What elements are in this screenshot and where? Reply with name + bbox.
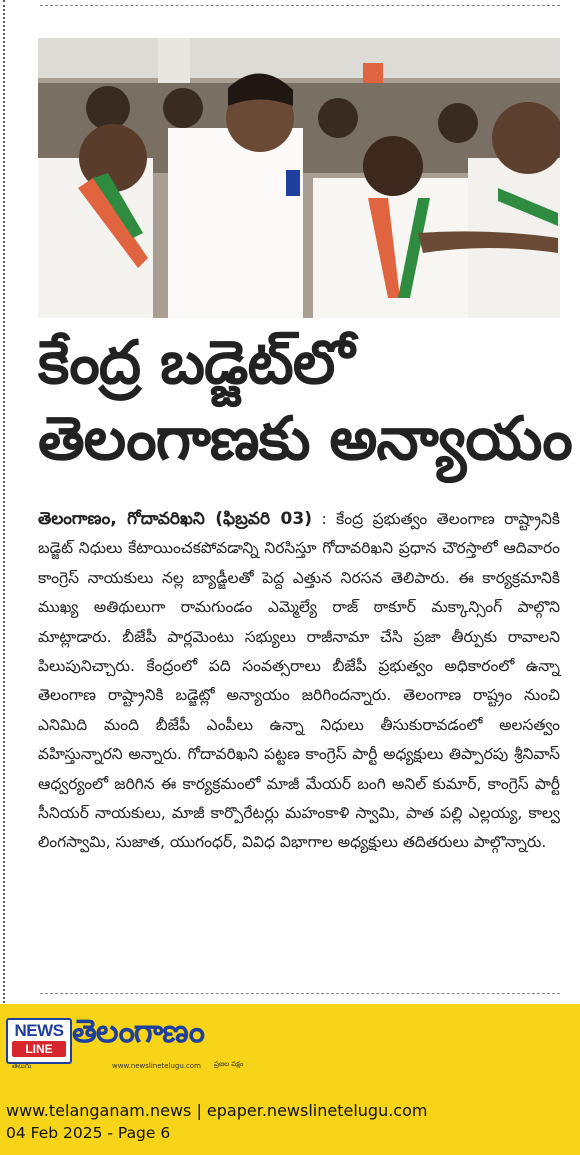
- brand-tagline: ప్రజల పక్షం: [214, 1060, 244, 1068]
- footer-links[interactable]: www.telanganam.news | epaper.newslinetelugu.com: [6, 1101, 428, 1120]
- news-photo: [38, 38, 560, 318]
- headline: [38, 325, 572, 477]
- brand-url: www.newslinetelugu.com: [112, 1062, 201, 1070]
- top-divider: [40, 5, 560, 6]
- headline-line-1: కేంద్ర బడ్జెట్‌లో: [38, 328, 354, 398]
- left-column-rule: [3, 0, 5, 1003]
- logo-news-text: NEWS: [14, 1021, 64, 1040]
- logo-line-text: LINE: [12, 1041, 66, 1057]
- article-text: : కేంద్ర ప్రభుత్వం తెలంగాణ రాష్ట్రానికి బడ్జెట్ నిధులు కేటాయించకపోవడాన్ని నిరసిస్తూ గోదావరిఖని ప్రధాన చౌరస్తాలో ఆదివారం కాంగ్రెస్ నాయకులు నల్ల బ్యాడ్జీలతో పెద్ద ఎత్తున నిరసన తెలిపారు. ఈ కార్యక్రమానికి ముఖ్య అతిథులుగా రామగుండం ఎమ్మెల్యే రాజ్ ఠాకూర్ మక్కాన్సింగ్ పాల్గొని మాట్లాడారు. బీజేపీ పార్లమెంటు సభ్యులు రాజీనామా చేసి ప్రజా తీర్పుకు రావాలని పిలుపునిచ్చారు. కేంద్రంలో పది సంవత్సరాలు బీజేపీ ప్రభుత్వం అధికారంలో ఉన్నా తెలంగాణ రాష్ట్రానికి బడ్జెట్లో అన్యాయం జరిగిందన్నారు. తెలంగాణ రాష్ట్రం నుంచి ఎనిమిది మంది బీజేపీ ఎంపీలు ఉన్నా నిధులు తీసుకురావడంలో అలసత్వం వహిస్తున్నారని అన్నారు. గోదావరిఖని పట్టణ కాంగ్రెస్ పార్టీ అధ్యక్షులు తిప్పారపు శ్రీనివాస్ ఆధ్వర్యంలో జరిగిన ఈ కార్యక్రమంలో మాజీ మేయర్ బంగి అనిల్ కుమార్, కాంగ్రెస్ పార్టీ సీనియర్ నాయకులు, మాజీ కార్పొరేటర్లు మహంకాళి స్వామి, పాత పల్లి ఎల్లయ్య, కాల్వ లింగస్వామి, సుజాత, యుగంధర్, వివిధ విభాగాల అధ్యక్షులు తదితరులు పాల్గొన్నారు.: [38, 510, 560, 852]
- footer-band: [0, 1004, 580, 1155]
- dateline: తెలంగాణం, గోదావరిఖని (ఫిబ్రవరి 03): [38, 509, 312, 529]
- headline-line-2: తెలంగాణకు అన్యాయం: [38, 404, 572, 474]
- logo-caption: తెలుగు: [12, 1062, 32, 1070]
- newsline-logo: [6, 1018, 72, 1064]
- footer-date-page: 04 Feb 2025 - Page 6: [6, 1124, 171, 1142]
- bottom-divider: [40, 993, 560, 994]
- brand-name: తెలంగాణం: [72, 1012, 204, 1050]
- article-body: [38, 505, 560, 858]
